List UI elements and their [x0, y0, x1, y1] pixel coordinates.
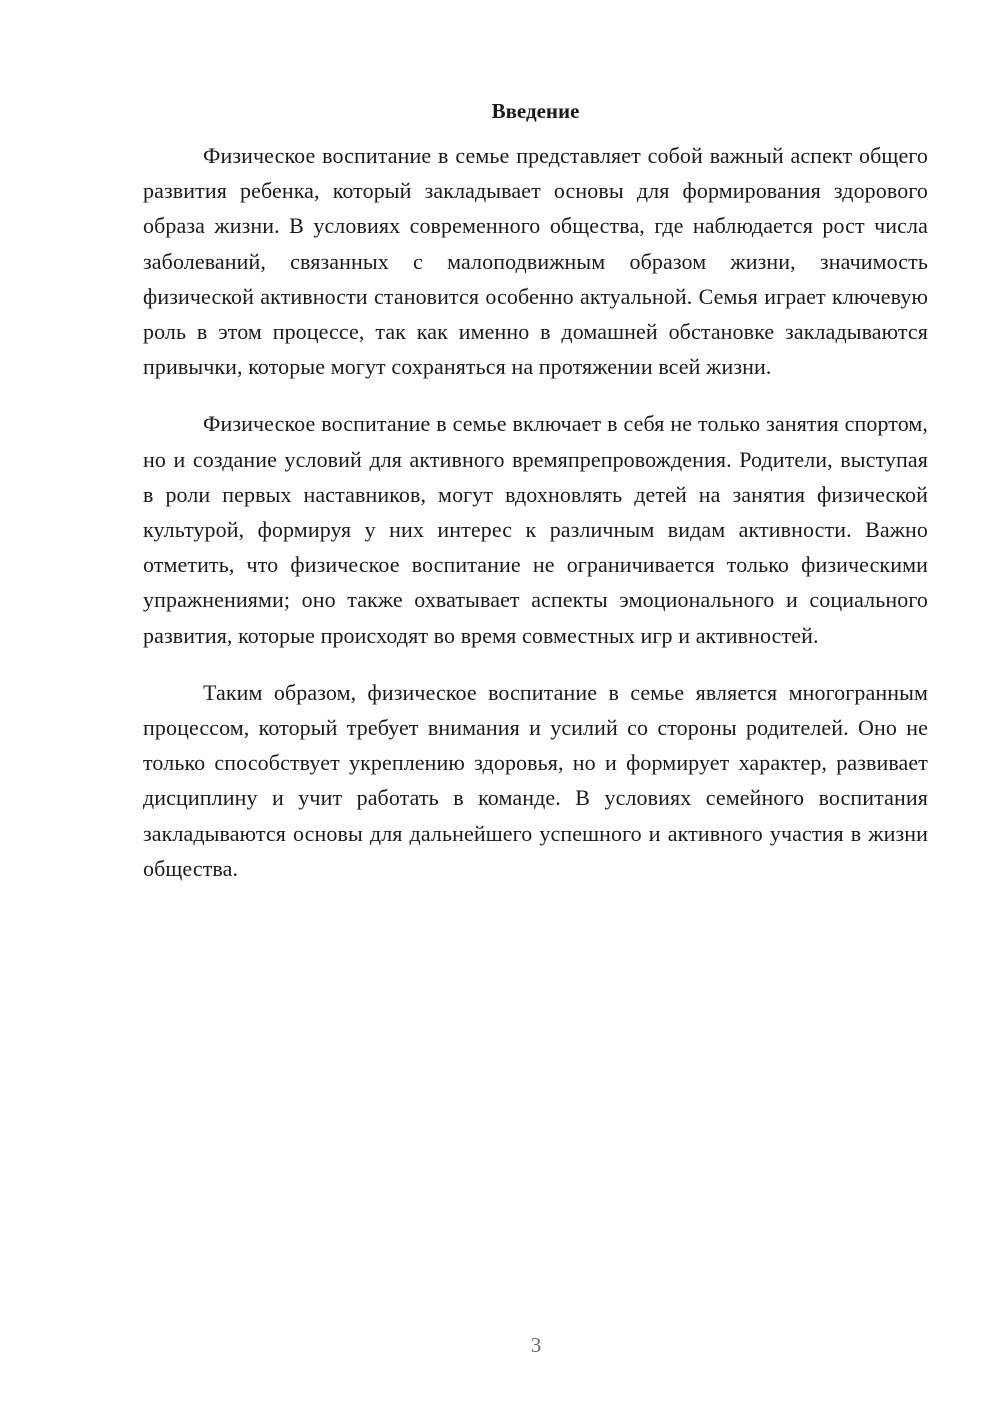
paragraph-3: Таким образом, физическое воспитание в семье является многогранным процессом, который требует внимания и усилий со стороны родителей. Оно не только способствует укреплению здоровья, но и формирует характер, развивает дисциплину и учит работать в команде. В условиях семейного воспитания закладываются основы для дальнейшего успешного и активного участия в жизни общества.	[143, 679, 928, 881]
paragraph-2: Физическое воспитание в семье включает в себя не только занятия спортом, но и создание условий для активного времяпрепровождения. Родители, выступая в роли первых наставников, могут вдохновлять детей на занятия физической культурой, формируя у них интерес к различным видам активности. Важно отметить, что физическое воспитание не ограничивается только физическими упражнениями; оно также охватывает аспекты эмоционального и социального развития, которые происходят во время совместных игр и активностей.	[143, 411, 928, 648]
page-number: 3	[530, 1333, 542, 1357]
page-content	[143, 96, 928, 908]
paragraph-1: Физическое воспитание в семье представляет собой важный аспект общего развития ребенка, который закладывает основы для формирования здорового образа жизни. В условиях современного общества, где наблюдается рост числа заболеваний, связанных с малоподвижным образом жизни, значимость физической активности становится особенно актуальной. Семья играет ключевую роль в этом процессе, так как именно в домашней обстановке закладываются привычки, которые могут сохраняться на протяжении всей жизни.	[143, 143, 928, 380]
section-heading: Введение	[491, 99, 580, 123]
